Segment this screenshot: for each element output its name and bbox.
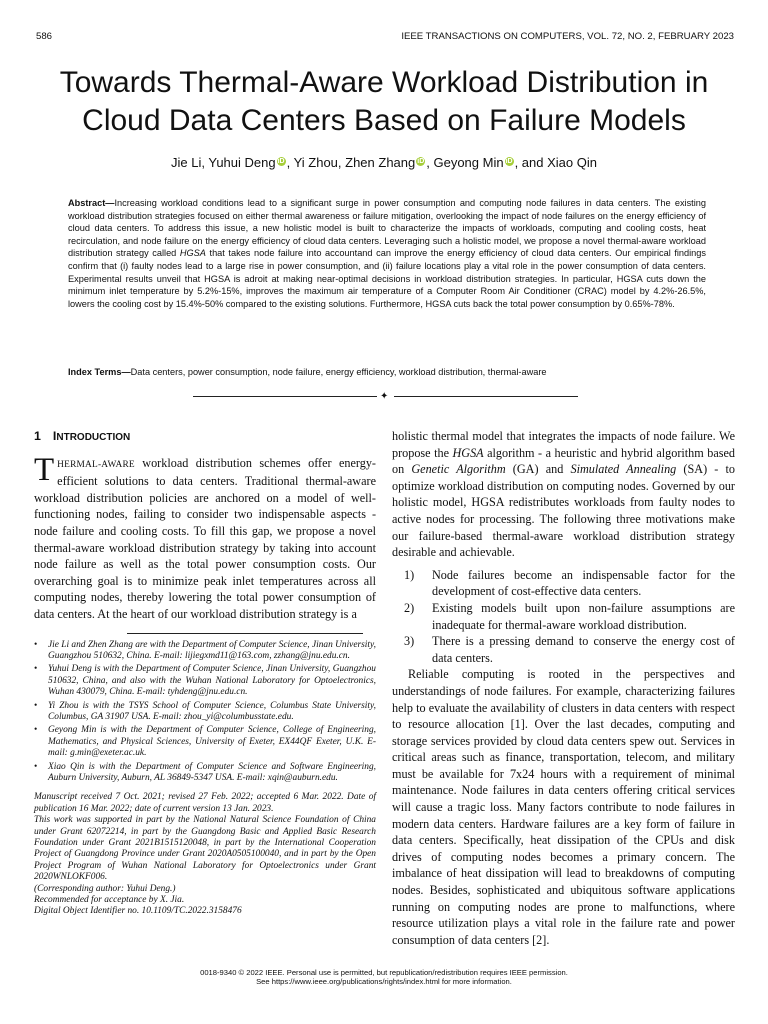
author-zhen-zhang: Zhen Zhang <box>345 155 416 170</box>
orcid-icon[interactable]: iD <box>505 158 513 165</box>
footnote-recommended: Recommended for acceptance by X. Jia. <box>34 895 185 906</box>
section-heading-introduction <box>34 428 376 447</box>
footnote-rule <box>127 633 363 634</box>
footnote-affiliation: • Yi Zhou is with the TSYS School of Computer Science, Columbus State University, Columbus, GA 31907 USA. E-mail: zhou_yi@columbusstate.edu. <box>34 700 376 722</box>
index-terms <box>68 366 706 379</box>
copyright-line-2: See https://www.ieee.org/publications/rights/index.html for more information. <box>256 977 512 987</box>
hgsa-term: HGSA <box>452 445 484 460</box>
copyright-line-1: 0018-9340 © 2022 IEEE. Personal use is permitted, but republication/redistribution requires IEEE permission. <box>200 968 568 977</box>
list-item: 3) There is a pressing demand to conserve the energy cost of data centers. <box>404 634 735 665</box>
footnote-affiliation: • Xiao Qin is with the Department of Computer Science and Software Engineering, Auburn University, Auburn, AL 36849-5347 USA. E-mail: xqin@auburn.edu. <box>34 761 376 783</box>
title-line-2: Cloud Data Centers Based on Failure Models <box>82 104 686 137</box>
drop-cap: T <box>34 451 55 488</box>
right-paragraph-1: holistic thermal model that integrates the impacts of node failure. We propose the HGSA algorithm - a heuristic and hybrid algorithm based on Genetic Algorithm (GA) and Simulated Annealing (SA) - to optimize workload distribution on computing nodes. Governed by our holistic model, HGSA redistributes workloads from faulty nodes to active nodes for processing. The following three motivations make our failure-based thermal-aware workload distribution strategy desirable and achievable. <box>392 429 736 560</box>
footnote-manuscript: Manuscript received 7 Oct. 2021; revised 27 Feb. 2022; accepted 6 Mar. 2022. Date of publication 16 Mar. 2022; date of current version 13 Jan. 2023. <box>34 792 376 814</box>
footnote-affiliation: • Geyong Min is with the Department of Computer Science, College of Engineering, Mathematics, and Physical Sciences, University of Exeter, EX44QF Exeter, U.K. E-mail: g.min@exeter.ac.uk. <box>34 725 376 759</box>
title-line-1: Towards Thermal-Aware Workload Distribution in <box>59 66 709 99</box>
author-text: , Yi Zhou, <box>286 155 346 170</box>
smallcaps-lead: HERMAL-AWARE <box>57 459 135 470</box>
abstract-text-1: Increasing workload conditions lead to a significant surge in power consumption and computing node failures in data centers. The existing workload distribution strategies focused on either thermal awareness or failure mitigation, overlooking the impact of node failures on the energy efficiency of cloud data centers. To address this issue, a new holistic model is built to characterize the impacts of workloads, computing and cooling costs, heat recirculation, and node failure on the energy efficiency of cloud data centers. Leveraging such a holistic model, we propose a novel thermal-aware workload distribution strategy called <box>68 198 706 259</box>
footnote-affiliation: • Yuhui Deng is with the Department of Computer Science, Jinan University, Guangzhou 510632, China, and also with the Wuhan National Laboratory for Optoelectronics, Wuhan 430079, China. E-mail: tyhdeng@jnu.edu.cn. <box>34 664 376 698</box>
author-yuhui-deng: Yuhui Deng <box>208 155 276 170</box>
list-item: 1) Node failures become an indispensable factor for the development of cost-effective data centers. <box>404 567 735 599</box>
orcid-icon[interactable]: iD <box>277 158 285 165</box>
running-header <box>36 31 734 42</box>
orcid-icon[interactable]: iD <box>417 158 425 165</box>
author-text: , and Xiao Qin <box>514 155 597 170</box>
journal-name: IEEE TRANSACTIONS ON COMPUTERS, VOL. 72, NO. 2, FEBRUARY 2023 <box>401 31 734 42</box>
sa-term: Simulated Annealing <box>570 462 677 477</box>
abstract-hgsa: HGSA <box>179 248 206 259</box>
author-geyong-min: Geyong Min <box>433 155 504 170</box>
footnote-funding: This work was supported in part by the National Natural Science Foundation of China under Grant 62072214, in part by the Guangdong Basic and Applied Basic Research Foundation under Grant 2021B1515120048, in part by the International Cooperation Project of Guangdong Province under Grant 2020A0505100040, and in part by the Open Project Program of Wuhan National Laboratory for Optoelectronics under Grant 2020WNLOKF006. <box>34 815 376 883</box>
author-list <box>0 155 768 170</box>
copyright-notice <box>0 968 768 987</box>
author-text: , <box>426 155 434 170</box>
right-paragraph-2: Reliable computing is rooted in the perspectives and understandings of node failures. For example, characterizing failures help to evaluate the availability of clusters in data centers with respect to resource allocation [1]. Over the last decades, computing and storage services provided by cloud data centers spew out. Services in critical areas such as finance, transportation, telecom, and military must be available for 7x24 hours with a requirement of minimal maintenance. Node failures in data centers offering critical services will cause a tragic loss. Many factors contribute to node failures in modern data centers. Hardware failures are a key form of failure in data centers. Specifically, heat dissipation of the CPUs and disk drives of computing nodes becomes a primary concern. The imbalance of heat dissipation will lead to breakdowns of computing nodes. Besides, sophisticated and ubiquitous software applications running on computing nodes are prone to malfunctions, where resource utilization plays a vital role in the failure rate and power consumption of data centers [2]. <box>392 667 735 947</box>
author-text: Jie Li, <box>171 155 209 170</box>
footnote-doi: Digital Object Identifier no. 10.1109/TC.2022.3158476 <box>34 906 242 917</box>
footnotes <box>34 640 376 918</box>
divider-line-left <box>193 396 377 397</box>
divider-line-right <box>394 396 578 397</box>
index-terms-label: Index Terms <box>68 367 122 377</box>
abstract-label: Abstract <box>68 198 106 208</box>
footnote-affiliation: • Jie Li and Zhen Zhang are with the Department of Computer Science, Jinan University, Guangzhou 510632, China. E-mail: lijiegxmd11@163.com, zzhang@jnu.edu.cn. <box>34 639 376 661</box>
left-column <box>34 428 376 918</box>
paper-title <box>20 64 748 140</box>
page-number: 586 <box>36 31 53 42</box>
footnote-corresponding: (Corresponding author: Yuhui Deng.) <box>34 883 176 894</box>
abstract-dash: — <box>105 198 115 208</box>
index-terms-dash: — <box>121 367 131 377</box>
section-title-cap: I <box>52 429 57 443</box>
section-number: 1 <box>34 429 41 443</box>
ga-term: Genetic Algorithm <box>411 462 506 477</box>
index-terms-text: Data centers, power consumption, node failure, energy efficiency, workload distribution, thermal-aware <box>130 367 547 377</box>
section-divider <box>193 393 578 401</box>
section-title-rest: NTRODUCTION <box>56 432 131 443</box>
divider-diamond-icon: ✦ <box>380 391 389 402</box>
abstract <box>68 197 706 310</box>
motivation-list <box>392 567 735 667</box>
intro-paragraph <box>34 451 376 623</box>
intro-text: workload distribution schemes offer energy-efficient solutions to data centers. Traditional thermal-aware workload distribution policies are anchored on a model of well-functioning nodes, failing to consider two indispensable aspects - node failure and cooling costs. To fill this gap, we propose a novel thermal-aware workload distribution strategy by taking into account node failure as well as the total power consumption costs. Our overarching goal is to minimize peak inlet temperatures across all computing nodes, thereby lowering the total power consumption of data centers. At the heart of our workload distribution strategy is a <box>34 455 376 621</box>
list-item: 2) Existing models built upon non-failure assumptions are inadequate for thermal-aware workload distribution. <box>404 600 735 632</box>
abstract-text-2: that takes node failure into accountand can improve the energy efficiency of cloud data centers. Our empirical findings confirm that (i) faulty nodes lead to a large rise in power consumption, and (ii) failure locations play a vital role in the power consumption of data centers. Experimental results unveil that HGSA is adroit at making near-optimal decisions in workload distribution strategies. In particular, HGSA cuts down the minimum inlet temperature by 5.2%-15%, improves the maximum air temperature of a Computer Room Air Conditioner (CRAC) model by 4.2%-26.5%, lowers the cooling cost by 15.4%-50% compared to the existing solutions. Furthermore, HGSA cuts back the total power consumption by 0.65%-78%. <box>68 248 706 309</box>
right-column <box>392 428 735 948</box>
